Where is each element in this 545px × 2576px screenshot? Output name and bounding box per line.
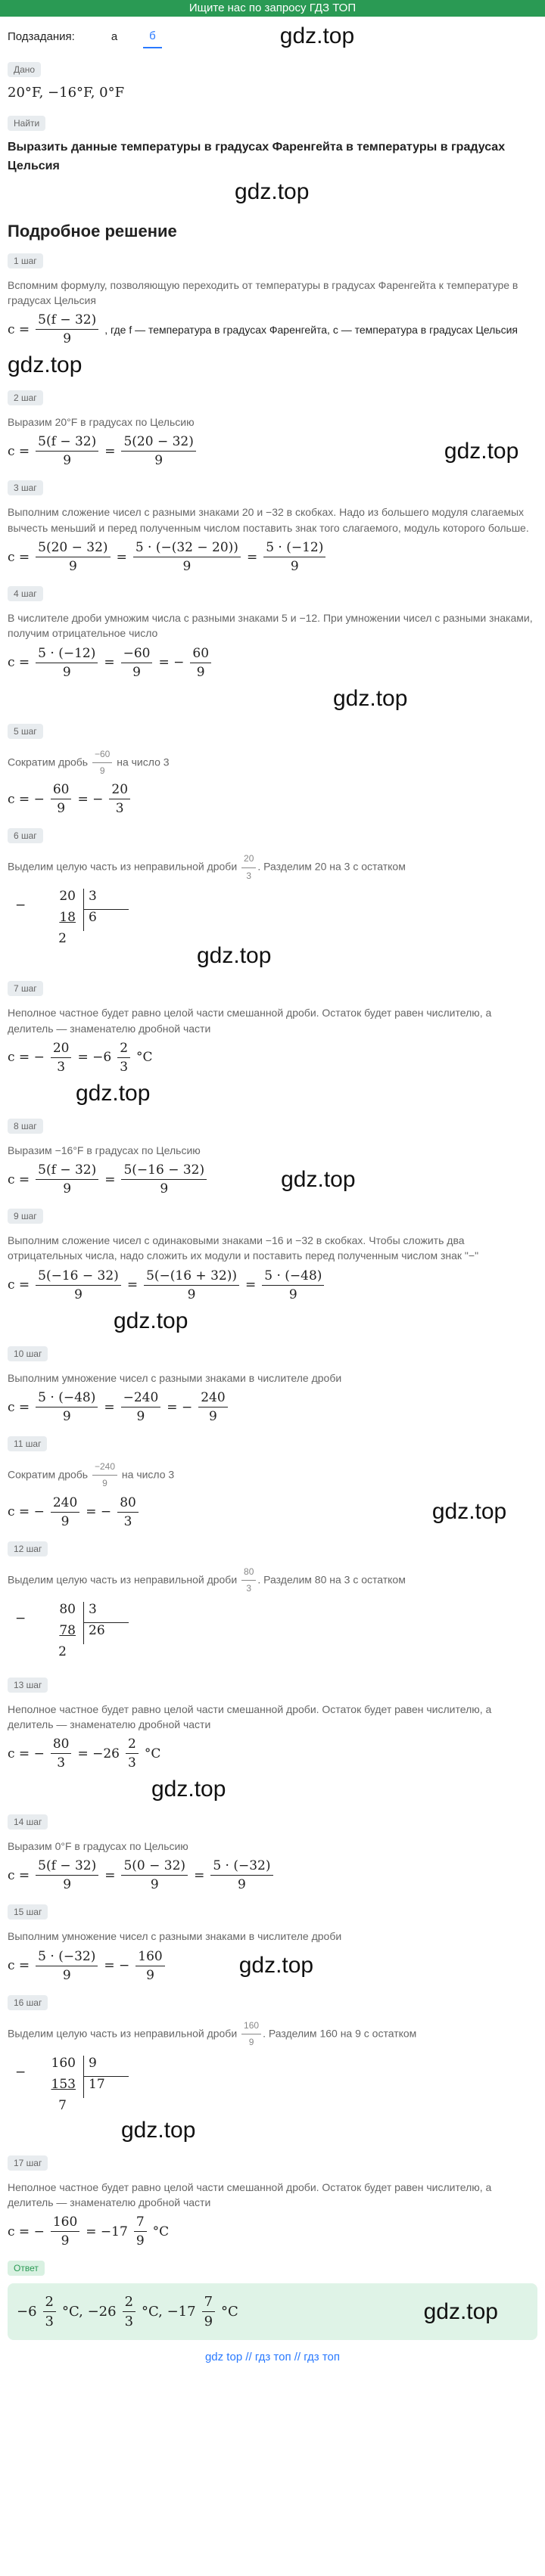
equation: c = $\frac{5 \cdot (-48)}{9}$ = $\frac{-240}{9}$ = − $\frac{240}{9}$ <box>8 1390 537 1424</box>
step-hint: Выделим целую часть из неправильной дроби $\frac{80}{3}$ . Разделим 80 на 3 с остатком <box>8 1566 406 1594</box>
watermark: gdz.top <box>8 352 83 378</box>
step-label: 12 шаг <box>8 1541 48 1556</box>
step-label: 3 шаг <box>8 480 43 495</box>
step-label: 8 шаг <box>8 1119 43 1134</box>
equation: c = $\frac{5 \cdot (-12)}{9}$ = $\frac{-60}{9}$ = − $\frac{60}{9}$ <box>8 646 537 680</box>
step-5 <box>8 718 537 817</box>
long-division: − 160 153 7 9 17 <box>38 2056 144 2118</box>
subtasks-bar <box>8 17 537 56</box>
equation: c = − $\frac{80}{3}$ = −26 $\frac{2}{3}$ °C <box>8 1736 161 1771</box>
equation: c = $\frac{5(f - 32)}{9}$ = $\frac{5(0 - 32)}{9}$ = $\frac{5 \cdot (-32)}{9}$ <box>8 1858 537 1892</box>
step-6 <box>8 822 537 969</box>
step-hint: Выделим целую часть из неправильной дроби $\frac{160}{9}$ . Разделим 160 на 9 с остатком <box>8 2019 417 2048</box>
step-2 <box>8 384 537 468</box>
equation: c = $\frac{5(-16 - 32)}{9}$ = $\frac{5(-(16 + 32))}{9}$ = $\frac{5 \cdot (-48)}{9}$ <box>8 1268 537 1302</box>
step-hint: Неполное частное будет равно целой части смешанной дроби. Остаток будет равен числителю, а делитель — знаменателю дробной части <box>8 1007 492 1035</box>
watermark: gdz.top <box>423 2298 498 2324</box>
step-10 <box>8 1340 537 1424</box>
step-label: 11 шаг <box>8 1436 47 1451</box>
formula-note: , где f — температура в градусах Фаренгейта, c — температура в градусах Цельсия <box>104 323 519 336</box>
step-12 <box>8 1535 537 1664</box>
step-hint: Выполним сложение чисел с разными знаками 20 и −32 в скобках. Надо из большего модуля слагаемых вычесть меньший и перед полученным числом поставить знак того слагаемого, модуль которого больше. <box>8 506 529 534</box>
watermark: gdz.top <box>444 438 519 464</box>
formula: c = $\frac{5(f - 32)}{9}$ , где f — температура в градусах Фаренгейта, c — температура в градусах Цельсия <box>8 312 519 347</box>
step-label: 5 шаг <box>8 724 43 739</box>
answer-badge: Ответ <box>8 2261 45 2276</box>
step-label: 6 шаг <box>8 828 43 843</box>
equation: c = $\frac{5(20 - 32)}{9}$ = $\frac{5 \cdot (-(32 - 20))}{9}$ = $\frac{5 \cdot (-12)}{9}$ <box>8 540 537 574</box>
step-label: 7 шаг <box>8 981 43 996</box>
watermark: gdz.top <box>281 1166 356 1192</box>
step-hint: Выделим целую часть из неправильной дроби $\frac{20}{3}$ . Разделим 20 на 3 с остатком <box>8 853 406 881</box>
step-hint: Выразим 20°F в градусах по Цельсию <box>8 416 195 429</box>
step-hint: Неполное частное будет равно целой части смешанной дроби. Остаток будет равен числителю, а делитель — знаменателю дробной части <box>8 1702 492 1730</box>
watermark: gdz.top <box>333 685 408 711</box>
equation: c = − $\frac{240}{9}$ = − $\frac{80}{3}$ gdz.top <box>8 1494 507 1529</box>
watermark: gdz.top <box>151 1777 226 1802</box>
find-badge: Найти <box>8 116 45 131</box>
watermark: gdz.top <box>76 1080 151 1106</box>
watermark: gdz.top <box>197 943 272 969</box>
long-division: − 80 78 2 3 26 <box>38 1602 144 1664</box>
step-7 <box>8 975 537 1106</box>
equation: c = $\frac{5 \cdot (-32)}{9}$ = − $\frac{160}{9}$ gdz.top <box>8 1948 314 1983</box>
step-16 <box>8 1989 537 2143</box>
step-hint: В числителе дроби умножим числа с разными знаками 5 и −12. При умножении чисел с разными знаками, получим отрицательное число <box>8 612 533 640</box>
watermark: gdz.top <box>279 23 355 48</box>
step-hint: Выразим 0°F в градусах по Цельсию <box>8 1840 188 1853</box>
tab-a[interactable]: а <box>111 29 118 43</box>
top-banner[interactable]: Ищите нас по запросу ГДЗ ТОП <box>0 0 545 17</box>
step-hint: Выполним умножение чисел с разными знаками в числителе дроби <box>8 1930 342 1943</box>
equation: c = $\frac{5(f - 32)}{9}$ = $\frac{5(20 - 32)}{9}$ gdz.top <box>8 434 519 469</box>
step-13 <box>8 1671 537 1803</box>
step-label: 16 шаг <box>8 1995 48 2010</box>
step-label: 10 шаг <box>8 1346 48 1361</box>
step-3 <box>8 474 537 574</box>
watermark: gdz.top <box>121 2117 196 2143</box>
watermark: gdz.top <box>431 1499 507 1525</box>
given-badge: Дано <box>8 62 41 77</box>
equation: c = − $\frac{20}{3}$ = −6 $\frac{2}{3}$ °C <box>8 1040 153 1075</box>
subtasks-label: Подзадания: <box>8 29 75 43</box>
step-label: 13 шаг <box>8 1678 48 1693</box>
step-hint: Выразим −16°F в градусах по Цельсию <box>8 1144 201 1156</box>
watermark: gdz.top <box>238 1953 314 1979</box>
answer-box: −6 $\frac{2}{3}$ °C, −26 $\frac{2}{3}$ °C, −17 $\frac{7}{9}$ °C gdz.top <box>8 2283 537 2340</box>
watermark: gdz.top <box>114 1308 188 1333</box>
equation: c = $\frac{5(f - 32)}{9}$ = $\frac{5(-16 - 32)}{9}$ gdz.top <box>8 1162 356 1197</box>
tab-b[interactable]: б <box>143 25 162 48</box>
watermark: gdz.top <box>235 178 310 204</box>
step-label: 14 шаг <box>8 1814 48 1830</box>
footer-links[interactable]: gdz top // гдз топ // гдз топ <box>204 2351 341 2364</box>
given-text: 20°F, −16°F, 0°F <box>8 85 125 101</box>
step-hint: Вспомним формулу, позволяющую переходить от температуры в градусах Фаренгейта к температуре в градусах Цельсия <box>8 278 519 306</box>
step-hint: Сократим дробь $\frac{-240}{9}$ на число 3 <box>8 1461 175 1489</box>
step-11 <box>8 1430 537 1529</box>
long-division: − 20 18 2 3 6 <box>38 889 144 951</box>
task-text: Выразить данные температуры в градусах Фаренгейта в температуры в градусах Цельсия <box>8 141 506 172</box>
step-17 <box>8 2149 537 2249</box>
step-label: 4 шаг <box>8 586 43 601</box>
step-label: 1 шаг <box>8 253 43 268</box>
step-label: 2 шаг <box>8 390 43 405</box>
step-hint: Выполним сложение чисел с одинаковыми знаками −16 и −32 в скобках. Чтобы сложить два отрицательных числа, надо сложить их модули и поставить перед полученным числом знак "−" <box>8 1234 479 1262</box>
solution-title: Подробное решение <box>8 221 177 241</box>
step-1 <box>8 247 537 379</box>
step-14 <box>8 1808 537 1892</box>
step-label: 17 шаг <box>8 2155 48 2171</box>
equation: c = − $\frac{60}{9}$ = − $\frac{20}{3}$ <box>8 782 537 816</box>
step-hint: Выполним умножение чисел с разными знаками в числителе дроби <box>8 1371 342 1384</box>
step-label: 15 шаг <box>8 1904 48 1920</box>
step-15 <box>8 1898 537 1982</box>
step-hint: Сократим дробь $\frac{-60}{9}$ на число 3 <box>8 748 170 777</box>
step-label: 9 шаг <box>8 1209 43 1224</box>
step-9 <box>8 1203 537 1334</box>
step-8 <box>8 1113 537 1196</box>
equation: c = − $\frac{160}{9}$ = −17 $\frac{7}{9}$ °C <box>8 2214 170 2249</box>
step-4 <box>8 580 537 712</box>
step-hint: Неполное частное будет равно целой части смешанной дроби. Остаток будет равен числителю, а делитель — знаменателю дробной части <box>8 2180 492 2208</box>
